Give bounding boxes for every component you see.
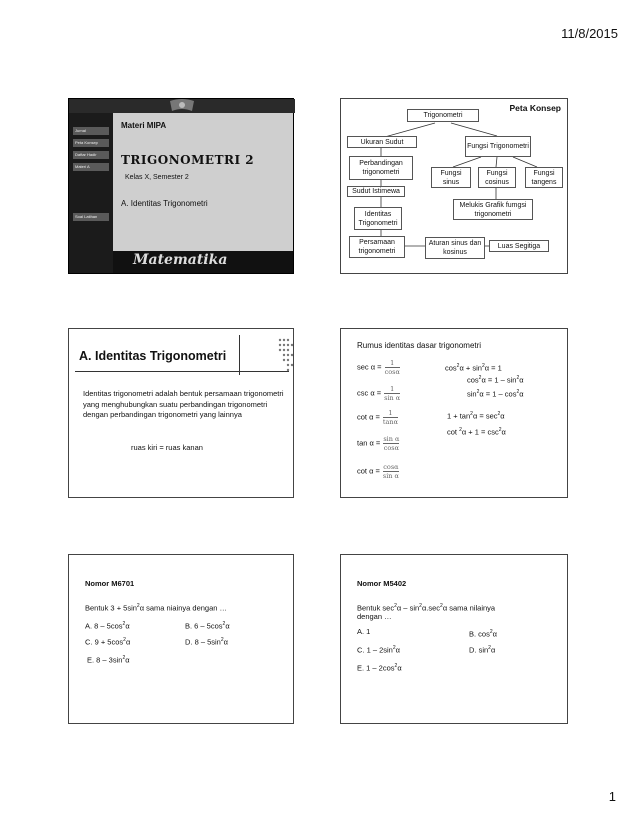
slide-content-panel [113, 113, 293, 253]
sin-squared-identity: $\sin^2\alpha = 1 - \cos^2\alpha$ [467, 389, 524, 399]
emblem-logo [167, 99, 197, 113]
identity-equation: ruas kiri = ruas kanan [131, 443, 203, 452]
formula-tan: tan α = $\frac{\text{sin α}}{\cos\alpha}$ [357, 435, 400, 452]
slide-subtitle: Kelas X, Semester 2 [125, 174, 189, 181]
node-fungsi-sinus: Fungsi sinus [431, 167, 471, 188]
slide-question-m6701 [68, 554, 294, 724]
slide-label: Materi MIPA [121, 121, 167, 130]
formula-cot: cot α = $\frac{1}{\tan\alpha}$ [357, 409, 398, 426]
definition-paragraph: Identitas trigonometri adalah bentuk persamaan trigonometri yang menghubungkan suatu perbandingan trigonometri dengan perbandingan trigonometri yang lainnya [83, 389, 284, 419]
option-e[interactable]: E. $8 - 3\sin^2\alpha$ [87, 655, 130, 665]
nav-peta-konsep[interactable]: Peta Konsep [73, 139, 109, 147]
slide-concept-map [340, 98, 568, 274]
slide-heading: Rumus identitas dasar trigonometri [357, 341, 482, 350]
tan-sec-identity: $1 + \tan^2\alpha = \sec^2\alpha$ [447, 411, 505, 421]
nav-jurnal[interactable]: Jurnal [73, 127, 109, 135]
node-luas-segitiga: Luas Segitiga [489, 240, 549, 252]
node-fungsi-tangens: Fungsi tangens [525, 167, 563, 188]
question-text: Bentuk $\sec^2\alpha - \sin^2\alpha.\sec^2\alpha$ sama nilainya [357, 603, 496, 613]
node-fungsi-trigonometri: Fungsi Trigonometri [465, 136, 531, 157]
node-perbandingan-trigonometri: Perbandingan trigonometri [349, 156, 413, 180]
option-b[interactable]: B. $6 - 5\cos^2\alpha$ [185, 621, 230, 631]
formula-cot-ratio: cot α = $\frac{\cos\alpha}{\text{sin α}}$ [357, 463, 399, 480]
node-ukuran-sudut: Ukuran Sudut [347, 136, 417, 148]
slide-question-m5402 [340, 554, 568, 724]
slide-title [68, 98, 294, 274]
question-number: Nomor M5402 [357, 579, 407, 588]
divider-vertical [239, 335, 240, 375]
divider-horizontal [75, 371, 289, 372]
nav-soal-latihan[interactable]: Soal Latihan [73, 213, 109, 221]
option-c[interactable]: C. $1 - 2\sin^2\alpha$ [357, 645, 400, 655]
banner-text: Matematika [133, 252, 228, 268]
formula-sec: sec α = $\frac{1}{\cos\alpha}$ [357, 359, 400, 376]
node-melukis-grafik: Melukis Grafik fumgsi trigonometri [453, 199, 533, 220]
slide-rumus-identitas [340, 328, 568, 498]
cot-csc-identity: $\cot ^2\alpha + 1 = \csc^2\alpha$ [447, 427, 506, 437]
slide-sidebar [71, 121, 109, 251]
question-text-continued: dengan … [357, 612, 392, 621]
formula-csc: csc α = $\frac{1}{\text{sin α}}$ [357, 385, 401, 402]
option-d[interactable]: D. $8 - 5\sin^2\alpha$ [185, 637, 228, 647]
node-sudut-istimewa: Sudut Istimewa [347, 186, 405, 197]
pythagorean-identity: $\cos^2\alpha + \sin^2\alpha = 1$ [445, 363, 502, 373]
cos-squared-identity: $\cos^2\alpha = 1 - \sin^2\alpha$ [467, 375, 524, 385]
nav-daftar-hadir[interactable]: Daftar Hadir [73, 151, 109, 159]
slide-identitas [68, 328, 294, 498]
concept-map-title: Peta Konsep [509, 103, 561, 113]
node-identitas-trigonometri: Identitas Trigonometri [354, 207, 402, 230]
node-persamaan-trigonometri: Persamaan trigonometri [349, 236, 405, 258]
node-trigonometri: Trigonometri [407, 109, 479, 122]
slide-heading: A. Identitas Trigonometri [79, 349, 227, 363]
page-number: 1 [608, 789, 616, 804]
nav-materi-a[interactable]: Materi A [73, 163, 109, 171]
option-b[interactable]: B. $\cos^2\alpha$ [469, 629, 497, 639]
question-number: Nomor M6701 [85, 579, 135, 588]
option-d[interactable]: D. $\sin^2\alpha$ [469, 645, 496, 655]
print-date: 11/8/2015 [561, 26, 618, 41]
option-e[interactable]: E. $1 - 2\cos^2\alpha$ [357, 663, 402, 673]
option-c[interactable]: C. $9 + 5\cos^2\alpha$ [85, 637, 131, 647]
node-fungsi-cosinus: Fungsi cosinus [478, 167, 516, 188]
option-a[interactable]: A. 1 [357, 627, 371, 636]
question-text: Bentuk $3 + 5\sin^2\alpha$ sama niainya dengan … [85, 603, 228, 613]
node-aturan-sinus-kosinus: Aturan sinus dan kosinus [425, 237, 485, 259]
dot-pattern-icon [277, 337, 293, 373]
option-a[interactable]: A. $8 - 5\cos^2\alpha$ [85, 621, 130, 631]
slide-section: A. Identitas Trigonometri [121, 199, 208, 208]
slide-main-title: TRIGONOMETRI 2 [121, 153, 255, 167]
